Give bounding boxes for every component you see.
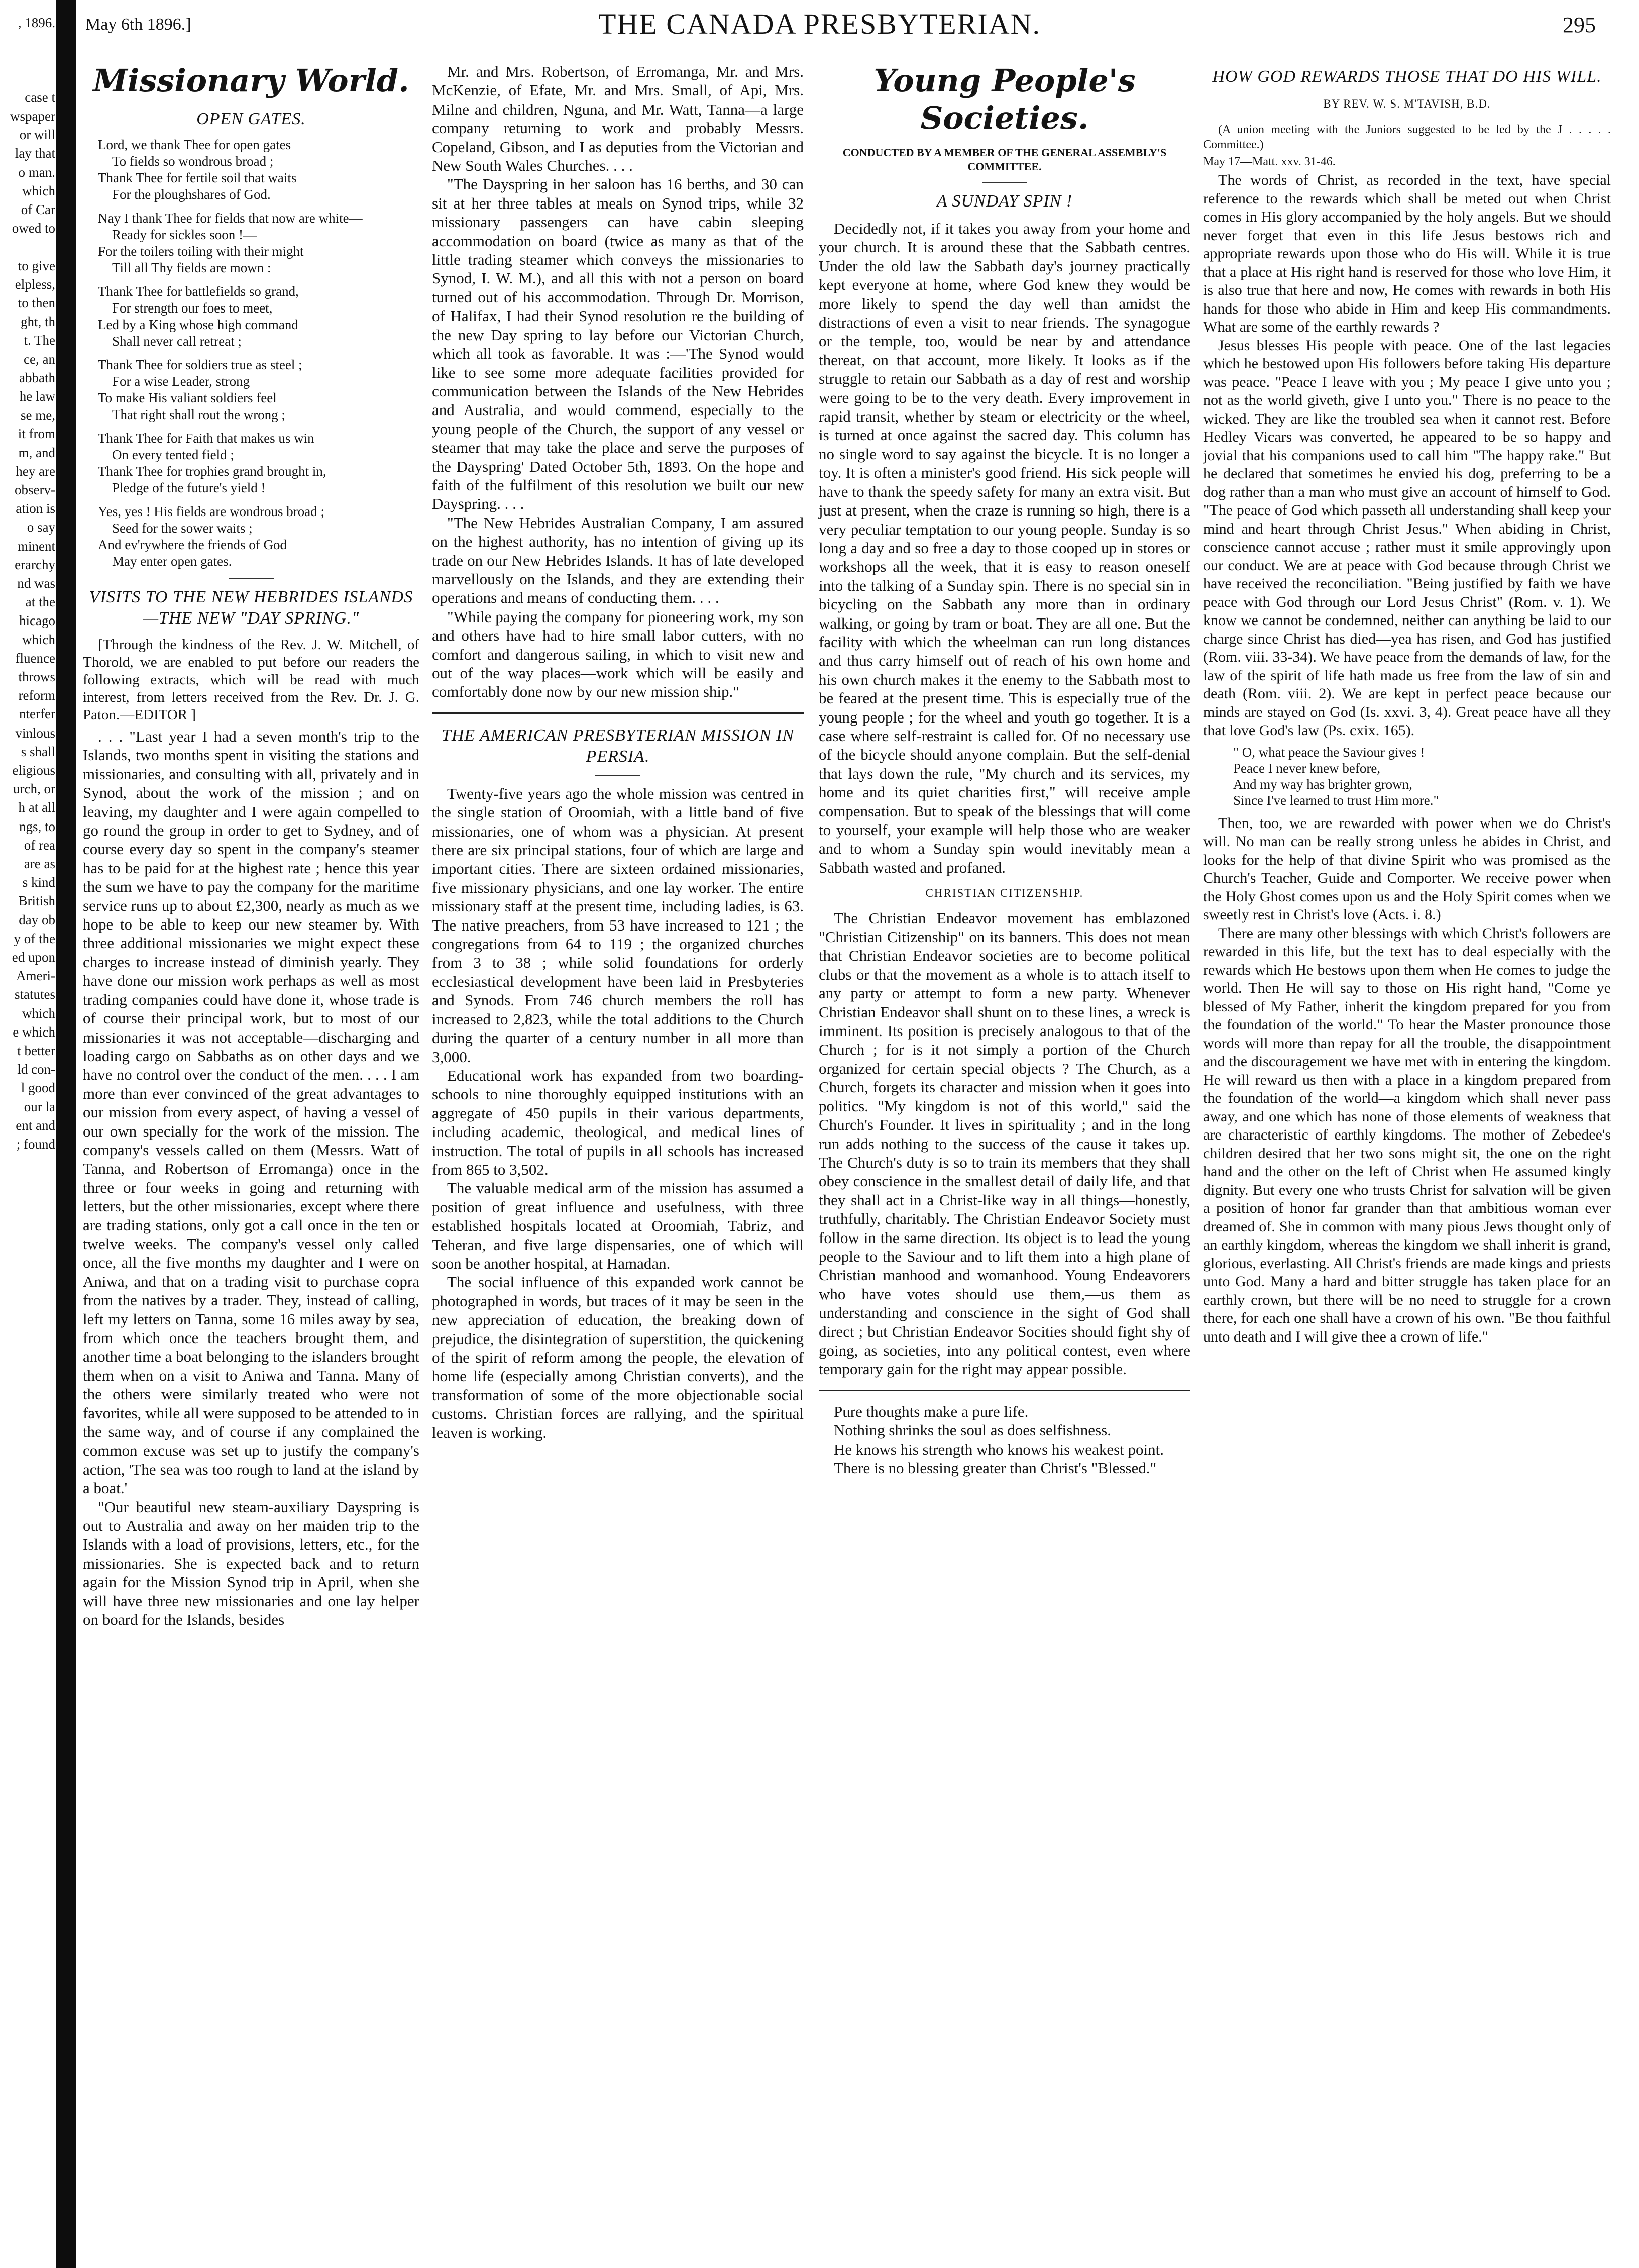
bleed-text-fragment: throws [18,669,55,684]
bleed-text-fragment: hicago [19,613,55,629]
poem-line: To fields so wondrous broad ; [112,154,274,169]
bleed-text-fragment: Ameri- [16,968,55,984]
divider [982,182,1027,183]
bleed-text-fragment: hey are [16,463,55,479]
bleed-text-fragment: e which [13,1024,55,1040]
bleed-text-fragment: vinlous [15,725,55,741]
bleed-text-fragment: , 1896. [18,15,55,30]
article-title-christian-citizenship: CHRISTIAN CITIZENSHIP. [925,887,1084,900]
poem-line: Seed for the sower waits ; [112,521,253,536]
bleed-text-fragment: it from [18,426,55,442]
hymn-line: And my way has brighter grown, [1233,776,1412,792]
bleed-text-fragment: or will [19,127,55,143]
column-1 [83,62,419,1629]
bleed-text-fragment: day ob [19,912,55,927]
maxim: There is no blessing greater than Christ's "Blessed." [834,1459,1157,1477]
bleed-text-fragment: ent and [16,1117,55,1133]
bleed-text-fragment: s kind [22,875,55,890]
poem-line: Shall never call retreat ; [112,334,242,349]
section-divider [432,712,804,714]
bleed-text-fragment: owed to [12,221,55,236]
paragraph: "The New Hebrides Australian Company, I am assured on the highest authority, has no intention of giving up its trade on our New Hebrides Islands. It has of late developed marvellously on the Islands, and they are extending their operations and means of conducting them. . . . [432,513,804,607]
bleed-text-fragment: nterfer [19,706,55,722]
column-3 [819,62,1190,1477]
scripture-reference: May 17—Matt. xxv. 31-46. [1203,155,1336,169]
bleed-text-fragment: t. The [24,333,55,348]
binding-shadow [56,0,76,2268]
bleed-text-fragment: case t [25,89,55,105]
bleed-text-fragment: British [18,893,55,909]
poem-line: To make His valiant soldiers feel [98,390,277,405]
bleed-text-fragment: statutes [15,987,55,1002]
column-2 [432,62,804,1442]
article-title-sunday-spin: A SUNDAY SPIN ! [936,192,1073,211]
article-title-new-hebrides: VISITS TO THE NEW HEBRIDES ISLANDS—THE NEW "DAY SPRING." [89,588,413,628]
editor-note: [Through the kindness of the Rev. J. W. Mitchell, of Thorold, we are enabled to put before our readers the following extracts, which will be read with much interest, from letters received from the Rev. Dr. J. G. Paton.—EDITOR ] [83,637,419,723]
masthead-title: THE CANADA PRESBYTERIAN. [598,8,1041,40]
poem-line: For a wise Leader, strong [112,374,250,389]
poem-line: Thank Thee for trophies grand brought in, [98,464,326,479]
poem-stanza [83,137,419,203]
author-byline: BY REV. W. S. M'TAVISH, B.D. [1323,97,1491,110]
bleed-text-fragment: ce, an [24,351,55,367]
bleed-text-fragment: t better [17,1043,55,1058]
poem-stanza [83,357,419,423]
poem-line: For the toilers toiling with their might [98,244,304,259]
hymn-quote [1203,744,1611,808]
bleed-text-fragment: are as [24,856,55,871]
bleed-text-fragment: lay that [15,146,55,161]
bleed-text-fragment: o man. [18,164,55,180]
paragraph: The social influence of this expanded work cannot be photographed in words, but traces of it may be seen in the new appreciation of education, the breaking down of prejudice, the disintegration of superstition, the quickening of the spirit of reform among the people, the elevation of home life (especially among Christian converts), and the transformation of some of the more objectionable social customs. Christian forces are rallying, and the spiritual leaven is working. [432,1273,804,1441]
poem-line: Till all Thy fields are mown : [112,260,271,275]
bleed-text-fragment: ght, th [20,314,55,330]
article-title-god-rewards: HOW GOD REWARDS THOSE THAT DO HIS WILL. [1212,67,1602,86]
poem-line: May enter open gates. [112,554,232,569]
bleed-text-fragment: at the [25,594,55,610]
paragraph: Jesus blesses His people with peace. One of the last legacies which he bestowed upon His followers before taking His departure was peace. "Peace I leave with you ; My peace I give unto you ; not as the world giveth, give I unto you." There is no peace to the wicked. They are like the troubled sea when it cannot rest. Before Hedley Vicars was converted, he appeared to be so happy and jovial that his companions used to call him "The happy rake." But he declared that sometimes he envied his dog, preferring to be a dog rather than a man who must give an account of himself to God. "The peace of God which passeth all understanding shall keep your mind and heart through Christ Jesus." When abiding in Christ, conscience cannot accuse ; rather must it smile approvingly upon our conduct. We are at peace with God because through Christ we have received the reconciliation. "Being justified by faith we have peace with God through our Lord Jesus Christ" (Rom. v. 1). We know we cannot be condemned, neither can anything be laid to our charge since Christ has died—yea has risen, and God has justified (Rom. viii. 33-34). We have peace from the demands of law, for the law of the spirit of life hath made us free from the law of sin and death (Rom. viii. 2). We are kept in perfect peace because our minds are stayed on God (Is. xxvi. 3, 4). Great peace have all they that love God's law (Ps. cxix. 165). [1203,337,1611,739]
poem-line: Ready for sickles soon !— [112,227,257,242]
poem-line: Thank Thee for Faith that makes us win [98,431,314,446]
bleed-text-fragment: ; found [16,1137,55,1152]
bleed-text-fragment: observ- [15,482,55,497]
bleed-text-fragment: h at all [18,800,55,815]
bleed-text-fragment: to give [18,258,55,273]
paragraph: The Christian Endeavor movement has emblazoned "Christian Citizenship" on its banners. This does not mean that Christian Endeavor societies are to become political clubs or that the movement as a whole is to attach itself to any party or attempt to form a new party. Whenever Christian Endeavor shall shunt on to these lines, a wreck is imminent. Its position is precisely analogous to that of the Church ; for is it not simply a portion of the Church organized for certain special objects ? The Church, as a Church, forgets its character and mission when it goes into politics. "My kingdom is not of this world," said the Church's Founder. It lives in spirituality ; and in the long run adds nothing to the success of the cause it takes up. The Church's duty is so to train its members that they shall obey conscience in the smallest detail of daily life, and that they shall act in a Christ-like way in all things—honestly, truthfully, charitably. The Christian Endeavor Society must follow in the same direction. Its object is to lead the young people to the Saviour and to lift them into a high plane of Christian manhood and womanhood. Young Endeavorers who have votes should use them,—us them as understanding and conscience in the sight of God shall direct ; but Christian Endeavor Socities should fight shy of going, as societies, into any political contest, even where temporary gain for the right may appear possible. [819,909,1190,1378]
poem-line: Led by a King whose high command [98,317,298,332]
maxim: Pure thoughts make a pure life. [834,1402,1029,1420]
bleed-text-fragment: m, and [18,445,55,460]
poem-line: Thank Thee for fertile soil that waits [98,170,297,185]
poem-line: That right shall rout the wrong ; [112,407,285,422]
bleed-text-fragment: of rea [24,837,55,853]
bleed-text-fragment: erarchy [15,557,55,572]
bleed-text-fragment: of Car [21,202,55,217]
poem-stanza [83,283,419,350]
hymn-line: Since I've learned to trust Him more." [1233,792,1439,808]
bleed-text-fragment: elpless, [15,276,55,292]
paragraph: Then, too, we are rewarded with power when we do Christ's will. No man can be really strong unless he abides in Christ, and looks for the help of that divine Spirit who was promised as the Church's Teacher, Guide and Comporter. We receive power when the Holy Ghost comes upon us and the Holy Spirit comes when we sweetly rest in Christ's love (Acts. i. 8.) [1203,814,1611,923]
bleed-text-fragment: ation is [16,501,55,517]
poem-line: For the ploughshares of God. [112,187,271,202]
department-heading-missionary-world: Missionary World. [93,62,409,99]
bleed-text-fragment: eligious [12,763,55,778]
paragraph: Educational work has expanded from two boarding-schools to nine thoroughly equipped institutions with an aggregate of 450 pupils in their various departments, including academic, theological, and medical lines of instruction. The total of pupils in all schools has increased from 865 to 3,502. [432,1066,804,1178]
bleed-text-fragment: l good [21,1080,55,1096]
poem-line: Thank Thee for soldiers true as steel ; [98,357,302,372]
bleed-text-fragment: to then [18,295,55,311]
poem-line: Lord, we thank Thee for open gates [98,137,291,152]
bleed-text-fragment: wspaper [10,109,55,124]
bleed-text-fragment: s shall [21,744,55,759]
bleed-text-fragment: minent [18,538,55,554]
poem-stanza [83,210,419,276]
paragraph: Mr. and Mrs. Robertson, of Erromanga, Mr. and Mrs. McKenzie, of Efate, Mr. and Mrs. Small, of Api, Mrs. Milne and children, Nguna, and Mr. Watt, Tanna—a large company returning to work and probably Messrs. Copeland, Gibson, and I as deputies from the Victorian and New South Wales Churches. . . . [432,63,804,175]
hymn-line: Peace I never knew before, [1233,760,1381,776]
paragraph: "Our beautiful new steam-auxiliary Dayspring is out to Australia and away on her maiden trip to the Islands with a load of provisions, letters, etc., for the missionaries. She is expected back and to return again for the Mission Synod trip in April, when she will have three new missionaries and one lay helper on board for the Islands, besides [83,1498,419,1629]
bleed-text-fragment: o say [27,520,55,535]
bleed-text-fragment: ed upon [12,950,55,965]
department-heading-young-peoples-societies: Young People's Societies. [873,62,1136,136]
paragraph: "While paying the company for pioneering work, my son and others have had to hire small labor cutters, with no comfort and dangerous sailing, in which to visit new and out of the way places—work which will be easily and comfortably done now by our new mission ship." [432,607,804,701]
bleed-text-fragment: urch, or [13,781,55,797]
poem-line: Nay I thank Thee for fields that now are white— [98,211,363,226]
bleed-text-fragment: our la [24,1099,55,1114]
divider [595,775,640,776]
section-divider [819,1390,1190,1391]
page-number: 295 [1563,13,1596,37]
bleed-text-fragment: reform [18,688,55,703]
bleed-text-fragment: nd was [17,576,55,591]
hymn-line: " O, what peace the Saviour gives ! [1233,744,1425,760]
bleed-text-fragment: ngs, to [19,818,55,834]
bleed-text-fragment: which [22,183,55,198]
paragraph: The valuable medical arm of the mission has assumed a position of great influence and usefulness, with three established hospitals located at Oroomiah, Tabriz, and Teheran, and five large dispensaries, one of which will soon be another hospital, at Hamadan. [432,1179,804,1272]
paragraph: The words of Christ, as recorded in the text, have special reference to the rewards which shall be meted out when Christ comes in His glory accompanied by the holy angels. But we should never forget that even in this life Jesus bestows rich and appropriate rewards upon those who do His will. While it is true that a place at His right hand is reserved for those who love Him, it is also true that here and now, He comes with rewards in both His hands for those who abide in Him and keep His commandments. What are some of the earthly rewards ? [1203,172,1611,336]
bleed-text-fragment: which [22,632,55,647]
intro-note: (A union meeting with the Juniors suggested to be led by the J . . . . . Committee.) [1203,123,1611,152]
poem-line: Pledge of the future's yield ! [112,480,266,495]
poem-stanza [83,430,419,496]
poem-title: OPEN GATES. [196,110,306,128]
bleed-text-fragment: se me, [21,407,55,423]
divider [229,578,274,579]
poem-line: For strength our foes to meet, [112,300,273,316]
paragraph: Twenty-five years ago the whole mission was centred in the single station of Oroomiah, with a little band of five missionaries, one of whom was a physician. At present there are six principal stations, four of which are large and important cities. There are sixteen ordained missionaries, five missionary physicians, and one lay worker. The entire missionary staff at the present time, including ladies, is 63. The native preachers, from 53 have increased to 121 ; the congregations from 64 to 119 ; the organized churches from 3 to 38 ; while solid foundations for orderly ecclesiastical development have been laid in Presbyteries and Synods. From 746 church members the roll has increased to 2,823, while the total additions to the Church during the quarter of a century number in all more than 3,000. [432,784,804,1066]
paragraph: Decidedly not, if it takes you away from your home and your church. It is around these that the Sabbath centres. Under the old law the Sabbath day's journey practically kept everyone at home, where God knew they would be more likely to spend the day well than amidst the distractions of even a visit to near friends. The synagogue or the temple, too, would be near by and attendance thereat, on that account, more likely. It looks as if the struggle to retain our Sabbath as a day of rest and worship were going to be to the very death. Every improvement in rapid transit, whether by steam or electricity or the wheel, is turned at once against the sacred day. This column has no single word to say against the bicycle. It is no longer a toy. It is often a minister's good friend. His sick people will have to thank the speedy safety for many an extra visit. But just at present, when the craze is running so high, there is a very peculiar temptation to our young people. Sunday is so long a day and so free a day to those cooped up in stores or workshops all the week, that it is easy to reason oneself into the talking of a Sunday spin. There is no special sin in bicycling on the Sabbath any more than in ordinary walking, or going by tram or boat. They are all one. But the facility with which the wheelman can run long distances and thus carry himself out of reach of his own home and his own church makes it the enemy to the Sabbath most to be feared at the present time. This is especially true of the young people ; for the wheel and youth go together. It is a case where self-restraint is called for. Of no necessary use of the bicycle should anyone complain. But the self-denial that lays down the rule, "My church and its services, my home and its quiet charities first," will receive ample compensation. But to speak of the blessings that will come to yourself, your example will help those who are weaker and to whom a Sunday spin would inevitably mean a Sabbath wasted and profaned. [819,220,1190,876]
poem-line: On every tented field ; [112,447,234,462]
paragraph: There are many other blessings with which Christ's followers are rewarded in this life, but the text has to deal especially with the rewards which He bestows upon them when He comes to judge the world. Then He will say to those on His right hand, "Come ye blessed of My Father, inherit the kingdom prepared for you from the foundation of the world." To hear the Master pronounce those words will more than repay for all the trouble, the disappointment and the discouragement we have met with in entering the kingdom. He will reward us then with a place in a kingdom prepared from the foundation of the world—a kingdom which shall never pass away, and one which has none of those elements of weakness that are characteristic of earthly kingdoms. The mother of Zebedee's children desired that her two sons might sit, the one on the right hand and the other on the left of Christ when He assumed kingly dignity. But every one who trusts Christ for salvation will be given a position of honor far grander than that ambitious woman ever dreamed of. She in common with many pious Jews thought only of an earthly kingdom, whereas the kingdom we shall inherit is grand, glorious, everlasting. All Christ's friends are made kings and priests unto God. Many a hard and bitter struggle has taken place for an earthly crown, but there will be no need to struggle for a crown there, for each one shall have a crown of his own. "Be thou faithful unto death and I will give thee a crown of life." [1203,924,1611,1345]
poem-line: And ev'rywhere the friends of God [98,537,287,552]
maxim: He knows his strength who knows his weakest point. [834,1440,1164,1458]
poem-line: Yes, yes ! His fields are wondrous broad ; [98,504,324,519]
conducted-by-line: CONDUCTED BY A MEMBER OF THE GENERAL ASSEMBLY'S COMMITTEE. [842,146,1167,173]
paragraph: . . . "Last year I had a seven month's trip to the Islands, two months spent in visiting the stations and missionaries, and consulting with all, privately and in Synod, about the work of the mission ; and on leaving, my daughter and I were again compelled to go round the group in order to get to Sydney, and of course every day so spent in the company's steamer has to be paid for at the highest rate ; hence this year the sum we have to pay the company for the maritime service runs up to about £2,300, nearly as much as we hope to be able to keep our new steamer by. With three additional missionaries we might expect these charges to increase instead of diminish yearly. They have done our mission work perhaps as well as most trading companies could have done it, whose trade is of course their principal work, but to most of our missionaries it was not acceptable—discharging and loading cargo on Sabbaths as on other days and we have no control over the conduct of the men. . . . I am more than ever convinced of the great advantages to our mission from every aspect, of having a vessel of our own specially for the work of the mission. The company's vessels called on them (Messrs. Watt of Tanna, and Robertson of Erromanga) once in the three or four weeks in going and returning with letters, but the other missionaries, except where there are trading stations, only got a call once in the ten or twelve weeks. The company's vessel only called once, all the five months my daughter and I were on Aniwa, and that on a trading visit to purchase copra from the natives by a trader. They, instead of calling, left my letters on Tanna, some 16 miles away by sea, from which once the teachers brought them, and another time a boat belonging to the islanders brought them when on a visit to Aniwa and Tanna. Many of the others were similarly treated who were not favorites, while all were supposed to be attended to in the same way, and of course if any complained the common excuse was set up to justify the company's action, 'The sea was too rough to land at the island by a boat.' [83,728,419,1497]
bleed-text-fragment: which [22,1005,55,1021]
maxim: Nothing shrinks the soul as does selfishness. [834,1421,1111,1439]
bleed-text-fragment: fluence [15,650,55,666]
paragraph: "The Dayspring in her saloon has 16 berths, and 30 can sit at her three tables at meals on Synod trips, while 32 missionary passengers can have cabin sleeping accommodation on board (twice as many as that of the little trading steamer which conveys the missionaries to Synod, I. W. M.), and all this with not a person on board turned out of his accommodation. Through Dr. Morrison, of Halifax, I had their Synod resolution re the building of the new Day spring to lay before our Victorian Church, which all took as favorable. It was :—'The Synod would like to see some more adequate facilities provided for communication between the Islands of the New Hebrides and Australia, and would commend, especially to the young people of the Church, the support of any vessel or steamer that may take the place and serve the purposes of the Dayspring' Dated October 5th, 1893. On the hope and faith of the fulfilment of this resolution we built our new Dayspring. . . . [432,175,804,513]
bleed-text-fragment: ld con- [17,1062,55,1077]
poem-line: Thank Thee for battlefields so grand, [98,284,299,299]
header-date: May 6th 1896.] [85,15,191,34]
bleed-text-fragment: abbath [19,370,55,385]
article-title-persia: THE AMERICAN PRESBYTERIAN MISSION IN PERSIA. [441,726,795,766]
bleed-text-fragment: y of the [14,931,55,946]
bleed-text-fragment: he law [19,389,55,404]
poem-stanza [83,503,419,570]
poem-open-gates [83,137,419,570]
column-4 [1203,62,1611,1346]
